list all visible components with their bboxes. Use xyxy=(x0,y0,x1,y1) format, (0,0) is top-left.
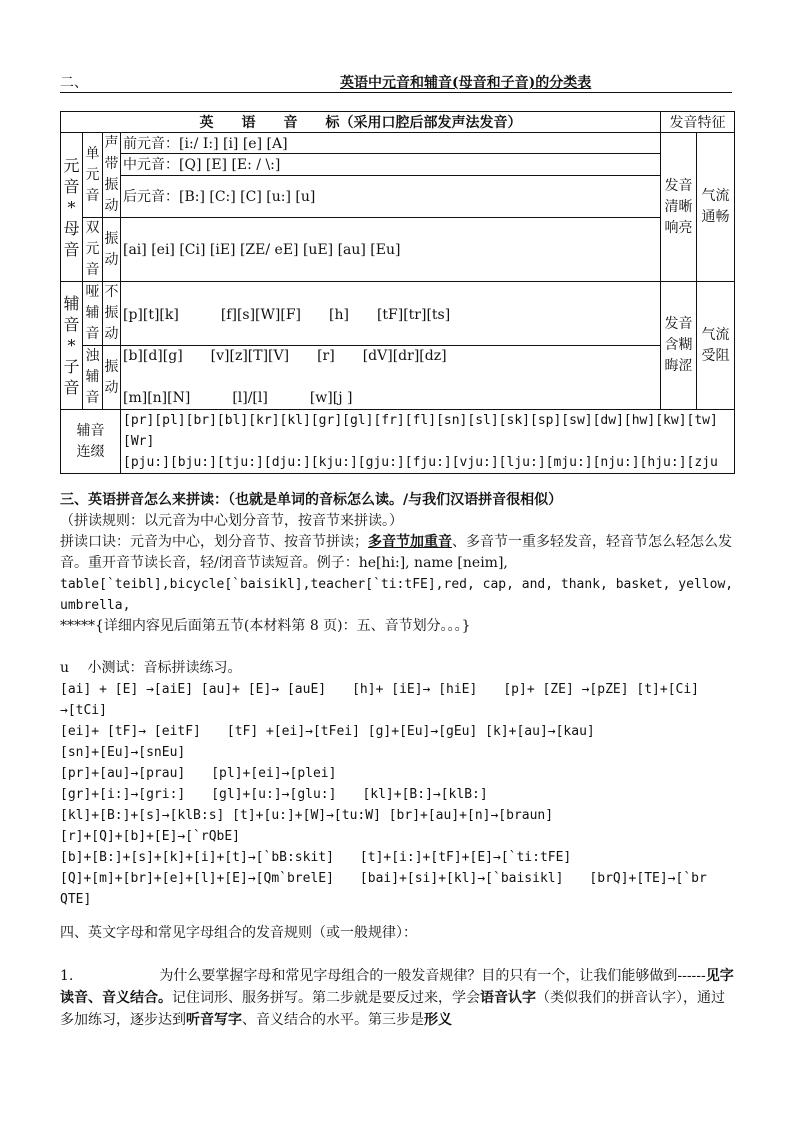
quiz-line: [kl]+[B:]+[s]→[klB:s] [t]+[u:]+[W]→[tu:W] [br]+[au]+[n]→[braun] xyxy=(60,808,554,823)
vowel-label: 元音*母音 xyxy=(61,133,83,282)
section-4 xyxy=(60,923,736,1031)
p1-b: 见字读音、音义结合。 xyxy=(60,968,734,1006)
p1-a: 为什么要掌握字母和常见字母组合的一般发音规律？目的只有一个，让我们能够做到------ xyxy=(159,968,706,984)
quiz-line: [r]+[Q]+[b]+[E]→[`rQbE] xyxy=(60,829,241,844)
p1-c: 记住词形、服务拼写。第二步就是要反过来，学会 xyxy=(172,990,480,1006)
voiceless-label: 哑辅音 xyxy=(83,282,103,346)
quiz-line: [Q]+[m]+[br]+[e]+[l]+[E]→[Qm`brelE] [bai]+[si]+[kl]→[`baisikl] [brQ]+[TE]→[`br xyxy=(60,871,707,886)
mid-vowels: 中元音：[Q] [E] [E: / \:] xyxy=(121,154,661,175)
p1-d: 语音认字 xyxy=(480,990,536,1006)
front-vowels: 前元音：[i:/ I:] [i] [e] [A] xyxy=(121,133,661,154)
voiced-consonant-label: 浊辅音 xyxy=(83,346,103,410)
voiced-consonants-line1: [b][d][g] [v][z][T][V] [r] [dV][dr][dz] xyxy=(123,348,447,364)
quiz-line: [gr]+[i:]→[gri:] [gl]+[u:]→[glu:] [kl]+[B:]→[klB:] xyxy=(60,787,488,802)
p1-h: 形义 xyxy=(424,1012,452,1028)
tip-part-c: 、多音节一重多轻发音，轻音节怎么轻怎么发音。重开音节读长音，轻/闭音节读短音。例子：he[hi:], name [neim], xyxy=(60,534,732,571)
diphthong-label: 双元音 xyxy=(83,218,103,282)
voiced-consonants-line2: [m][n][N] [l]/[l] [w][j ] xyxy=(123,390,353,406)
cluster-line2: [pju:][bju:][tju:][dju:][kju:][gju:][fju:][vju:][lju:][mju:][nju:][hju:][zju xyxy=(123,455,718,470)
quiz-line: [pr]+[au]→[prau] [pl]+[ei]→[plei] xyxy=(60,766,337,781)
section4-paragraph1 xyxy=(60,965,736,1031)
voiced-vibration-label: 振动 xyxy=(103,346,121,410)
voiceless-consonants: [p][t][k] [f][s][W][F] [h] [tF][tr][ts] xyxy=(121,282,661,346)
p1-e: （类似我们的拼音认字），通过多加练习，逐步达到 xyxy=(60,990,725,1028)
tip-part-b: 多音节加重音 xyxy=(368,534,452,550)
voiceless-vibration-label: 不振动 xyxy=(103,282,121,346)
heading-title: 英语中元音和辅音(母音和子音)的分类表 xyxy=(340,75,592,91)
diphthongs: [ai] [ei] [Ci] [iE] [ZE/ eE] [uE] [au] [Eu] xyxy=(121,218,661,282)
p1-number: 1. xyxy=(60,968,74,984)
section-3 xyxy=(60,490,736,910)
quiz-line: [ai] + [E] →[aiE] [au]+ [E]→ [auE] [h]+ [iE]→ [hiE] [p]+ [ZE] →[pZE] [t]+[Ci] xyxy=(60,682,699,697)
vocal-cord-vibration-label: 声带振动 xyxy=(103,133,121,218)
phonetic-classification-table xyxy=(60,111,735,474)
section3-tip xyxy=(60,532,736,574)
tip-part-a: 拼读口诀：元音为中心，划分音节、按音节拼读； xyxy=(60,534,368,550)
quiz-lines xyxy=(60,679,736,910)
quiz-line: [b]+[B:]+[s]+[k]+[i]+[t]→[`bB:skit] [t]+[i:]+[tF]+[E]→[`ti:tFE] xyxy=(60,850,572,865)
p1-g: 、音义结合的水平。第三步是 xyxy=(242,1012,424,1028)
section3-title: 三、英语拼音怎么来拼读：（也就是单词的音标怎么读。/与我们汉语拼音很相似） xyxy=(60,492,563,508)
p1-f: 听音写字 xyxy=(186,1012,242,1028)
section-heading xyxy=(60,72,732,93)
quiz-line: →[tCi] xyxy=(60,703,107,718)
section3-examples: table[`teibl],bicycle[`baisikl],teacher[`ti:tFE],red, cap, and, thank, basket, yellow, xyxy=(60,577,734,592)
voiced-consonants xyxy=(121,346,661,410)
consonant-clusters xyxy=(121,410,735,474)
table-header-main: 英 语 音 标（采用口腔后部发声法发音） xyxy=(61,112,661,133)
section3-examples2: umbrella, xyxy=(60,598,131,613)
quiz-line: [sn]+[Eu]→[snEu] xyxy=(60,745,186,760)
back-vowels: 后元音：[B:] [C:] [C] [u:] [u] xyxy=(121,175,661,218)
cluster-label: 辅音连缀 xyxy=(61,410,121,474)
vowel-feature-clear: 发音清晰响亮 xyxy=(661,133,697,282)
quiz-line: QTE] xyxy=(60,892,92,907)
consonant-feature-airflow: 气流受阻 xyxy=(697,282,735,410)
monophthong-label: 单元音 xyxy=(83,133,103,218)
section4-title: 四、英文字母和常见字母组合的发音规则（或一般规律）： xyxy=(60,925,417,941)
quiz-line: [ei]+ [tF]→ [eitF] [tF] +[ei]→[tFei] [g]+[Eu]→[gEu] [k]+[au]→[kau] xyxy=(60,724,595,739)
section3-note: *****{详细内容见后面第五节(本材料第 8 页)：五、音节划分。。。} xyxy=(60,618,471,634)
consonant-label: 辅音*子音 xyxy=(61,282,83,410)
heading-number: 二、 xyxy=(60,75,88,91)
consonant-feature-muffled: 发音含糊晦涩 xyxy=(661,282,697,410)
diphthong-vibration-label: 振动 xyxy=(103,218,121,282)
section3-rule: （拼读规则：以元音为中心划分音节，按音节来拼读。） xyxy=(60,513,403,529)
cluster-line1: [pr][pl][br][bl][kr][kl][gr][gl][fr][fl][sn][sl][sk][sp][sw][dw][hw][kw][tw][Wr] xyxy=(123,413,718,449)
table-header-feature: 发音特征 xyxy=(661,112,735,133)
quiz-title: u 小测试：音标拼读练习。 xyxy=(60,660,242,676)
vowel-feature-airflow: 气流通畅 xyxy=(697,133,735,282)
